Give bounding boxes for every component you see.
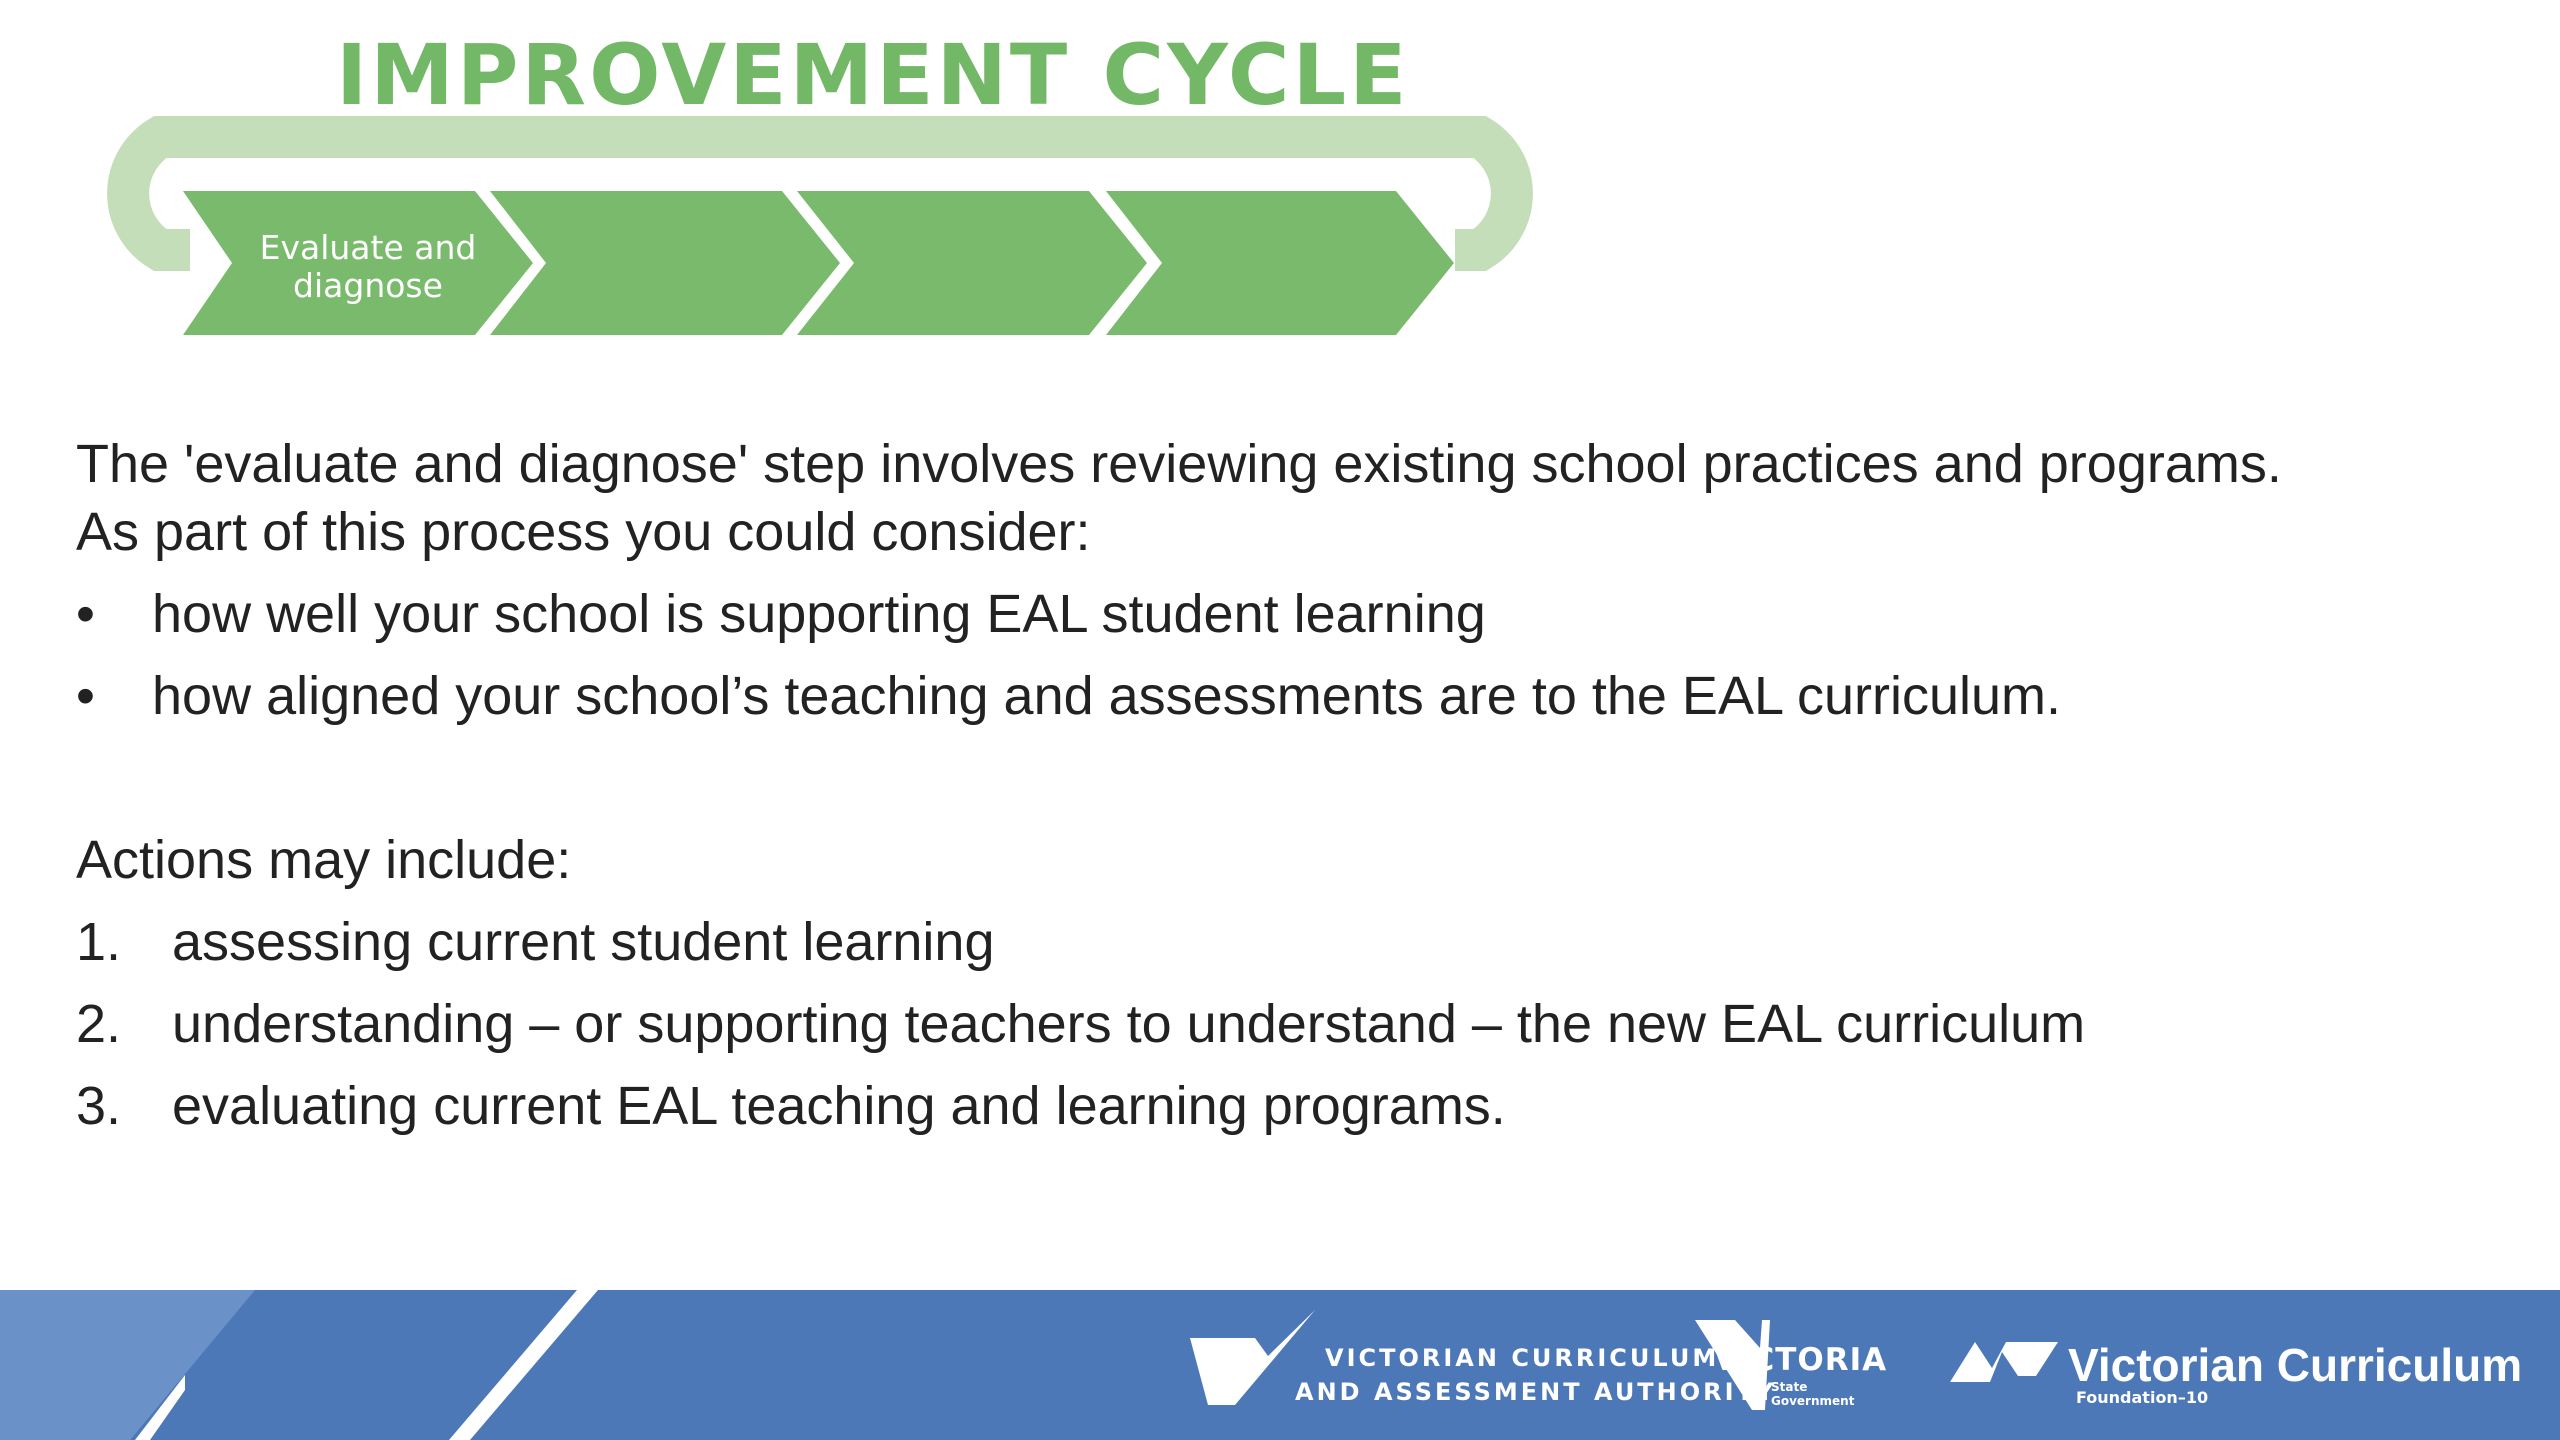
- intro-line-2: As part of this process you could consider:: [76, 502, 1091, 562]
- bullet-marker: •: [76, 584, 95, 644]
- victoria-logo-sub2: Government: [1771, 1394, 1855, 1408]
- improvement-cycle-diagram: [0, 0, 1600, 360]
- bullet-marker: •: [76, 666, 95, 726]
- cycle-step-3: [797, 191, 1147, 335]
- number-marker: 2.: [76, 994, 122, 1054]
- number-marker: 1.: [76, 912, 122, 972]
- cycle-step-4: [1106, 191, 1454, 335]
- intro-paragraph: [76, 430, 2282, 566]
- cycle-step-2: [490, 191, 840, 335]
- vcaa-logo-line1: VICTORIAN CURRICULUM: [1325, 1344, 1720, 1372]
- cycle-step-1-label: Evaluate and: [259, 228, 477, 267]
- intro-line-1: The 'evaluate and diagnose' step involves reviewing existing school practices and programs.: [76, 434, 2282, 494]
- list-item-text: how well your school is supporting EAL student learning: [152, 584, 1486, 644]
- vcaa-logo-line2: AND ASSESSMENT AUTHORITY: [1295, 1378, 1777, 1406]
- number-marker: 3.: [76, 1076, 122, 1136]
- victorian-curriculum-logo-title: Victorian Curriculum: [2068, 1339, 2523, 1391]
- list-item-text: understanding – or supporting teachers to understand – the new EAL curriculum: [172, 994, 2086, 1054]
- slide-title: IMPROVEMENT CYCLE: [336, 26, 1410, 124]
- list-item-text: evaluating current EAL teaching and learning programs.: [172, 1076, 1506, 1136]
- victorian-curriculum-logo-sub: Foundation–10: [2076, 1388, 2209, 1407]
- victoria-logo-sub1: State: [1771, 1380, 1808, 1394]
- list-item-text: how aligned your school’s teaching and assessments are to the EAL curriculum.: [152, 666, 2062, 726]
- cycle-step-1-label-2: diagnose: [293, 266, 443, 305]
- victoria-logo-text: VICTORIA: [1714, 1342, 1888, 1378]
- list-item-text: assessing current student learning: [172, 912, 995, 972]
- actions-heading: Actions may include:: [76, 830, 572, 890]
